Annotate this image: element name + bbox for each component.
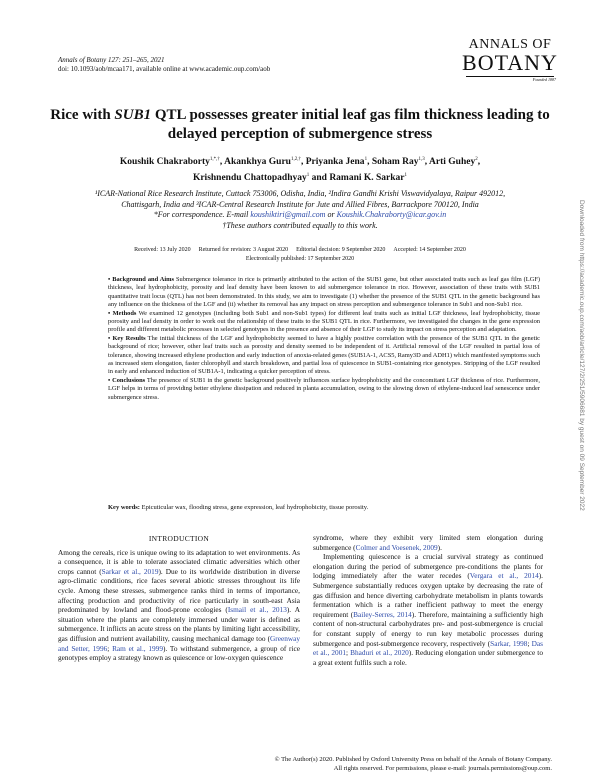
citation-link[interactable]: Bhaduri et al., 2020 — [350, 648, 409, 658]
abstract — [108, 276, 540, 402]
body-text: ). A situation where the plants are completely immersed under water is defined as submergence. It inflicts an acute stress on the plants by limiting light accessibility, gas diffusion and nutrient availability, causing mechanical damage too ( — [58, 605, 300, 643]
author-separator: , — [424, 157, 430, 168]
author-name[interactable]: Priyanka Jena — [305, 157, 365, 168]
author-name[interactable]: Ramani K. Sarkar — [329, 173, 405, 184]
body-text: ). Reducing elongation under submergence to a great extent fulfils such a role. — [313, 648, 543, 667]
title-prefix: Rice with — [50, 107, 115, 123]
affiliation-line: Chattisgarh, India and ³ICAR-Central Research Institute for Jute and Allied Fibres, Barrackpore 700120, India — [121, 199, 479, 209]
email-link[interactable]: koushiktiri@gmail.com — [250, 210, 326, 219]
citation-link[interactable]: Ram et al., 1999 — [112, 643, 163, 653]
body-text: ). — [437, 542, 442, 552]
abstract-paragraph — [108, 377, 540, 402]
body-text: ). Due to its worldwide distribution in diverse agro-climatic conditions, rice faces several abiotic stresses throughout its life cycle. Among these stresses, submergence ranks third in terms of importance, affecting production and productivity of rice particularly in south-east Asia predominated by lowland and flood-prone ecologies ( — [58, 566, 300, 615]
doi-line: doi: 10.1093/aob/mcaa171, available online at www.academic.oup.com/aob — [58, 65, 271, 73]
author-separator: , — [219, 157, 225, 168]
logo-line-1: ANNALS OF — [468, 37, 552, 52]
citation-link[interactable]: Bailey-Serres, 2014 — [353, 609, 412, 619]
body-paragraph — [313, 533, 543, 552]
citation-link[interactable]: Ismail et al., 2013 — [227, 605, 287, 615]
abstract-heading: • Background and Aims — [108, 276, 174, 283]
citation-link[interactable]: Greenway and Setter, 1996 — [58, 633, 300, 653]
citation-link[interactable]: Vergara et al., 2014 — [469, 571, 539, 581]
correspondence-label: *For correspondence. E-mail — [153, 210, 251, 219]
introduction-heading: INTRODUCTION — [148, 534, 210, 543]
abstract-text: The presence of SUB1 in the genetic background positively influences surface hydrophobicity and the concomitant LGF thickness of rice. Furthermore, LGF helps in terms of providing better ethylene dissipation and reduced in planta accumulation, owing to the slowing down of ethylene-induced leaf senescence under submergence stress. — [108, 377, 540, 401]
copyright-line: © The Author(s) 2020. Published by Oxford University Press on behalf of the Annals of Botany Company. — [274, 756, 552, 763]
published-date: Electronically published: 17 September 2020 — [245, 256, 355, 262]
abstract-heading: • Key Results — [108, 335, 146, 343]
body-text: Implementing quiescence is a crucial survival strategy as continued elongation during the period of submergence pre-conditions the plants for lodging immediately after the water recedes ( — [313, 552, 543, 581]
download-watermark-text: Downloaded from https://academic.oup.com/aob/article/127/2/251/5906681 by guest on 09 September 2022 — [578, 200, 585, 511]
equal-contribution-note: †These authors contributed equally to this work. — [222, 220, 378, 230]
abstract-text: We examined 12 genotypes (including both Sub1 and non-Sub1 types) for different leaf traits such as initial LGF thickness, leaf hydrophobicity, tissue porosity and leaf density in order to work out the relationship of these traits to the SUB1 QTL in rice. Furthermore, we investigated the changes in the gene expression profile and different metabolic processes in selected genotypes in the presence and absence of their LGF to study its impact on stress perception and adaptation. — [108, 309, 540, 334]
author-separator: , — [367, 157, 372, 168]
abstract-text: Submergence tolerance in rice is primarily attributed to the action of the SUB1 gene, but other associated traits such as leaf gas film (LGF) thickness, leaf hydrophobicity, porosity and leaf density have been known to aid submergence tolerance in rice. However, association of these traits with SUB1 quantitative trait locus (QTL) has not been demonstrated. In this study, we aim to investigate (1) whether the presence of the SUB1 QTL in the genetic background has any influence on the thickness of the LGF and (ii) whether its removal has any impact on stress perception and submergence tolerance in Sub1 and non-Sub1 rice. — [108, 276, 540, 308]
title-gene: SUB1 — [114, 107, 152, 123]
body-text: ; — [527, 638, 532, 648]
affiliation-line: ¹ICAR-National Rice Research Institute, Cuttack 753006, Odisha, India, ²Indira Gandhi Krishi Viswavidyalaya, Raipur 492012, — [94, 189, 506, 198]
keywords — [108, 503, 540, 512]
keywords-text: Epicuticular wax, flooding stress, gene expression, leaf hydrophobicity, tissue porosity. — [139, 504, 369, 511]
permissions-line: All rights reserved. For permissions, please e-mail: journals.permissions@oup.com. — [333, 764, 552, 772]
abstract-heading: • Methods — [108, 309, 137, 317]
author-list — [40, 153, 560, 185]
body-text: ). Therefore, maintaining a sufficiently high content of non-structural carbohydrates pre- and post-submergence is crucial for constant supply of energy to run key metabolic processes during submergence and post-submergence recovery, respectively ( — [313, 609, 543, 648]
body-paragraph — [58, 548, 300, 663]
citation-link[interactable]: Das et al., 2001 — [313, 638, 544, 658]
author-separator: and — [309, 173, 330, 184]
decision-date: Editorial decision: 9 September 2020 — [296, 247, 386, 253]
author-affiliation-marker: 1 — [404, 173, 408, 179]
affiliations — [40, 189, 560, 231]
author-affiliation-marker: 1 — [306, 173, 310, 179]
author-name[interactable]: Arti Guhey — [429, 157, 476, 168]
author-affiliation-marker: 2 — [475, 157, 478, 162]
returned-date: Returned for revision: 3 August 2020 — [198, 247, 289, 253]
author-affiliation-marker: 1,*,† — [209, 157, 220, 162]
abstract-heading: • Conclusions — [108, 377, 146, 385]
body-text: ). Submergence substantially reduces oxygen uptake by decreasing the rate of gas diffusion and hence diverting carbohydrate metabolism in plants towards fermentation which is a rather inefficient pathway to meet the energy requirement ( — [313, 571, 543, 619]
logo-line-2: BOTANY — [462, 50, 558, 75]
title-suffix: QTL possesses greater initial leaf gas film thickness leading to delayed perception of submergence stress — [151, 107, 550, 142]
body-column-right — [313, 533, 543, 667]
body-text: ). To withstand submergence, a group of rice genotypes employ a strategy known as quiescence or low-oxygen quiescence — [58, 643, 300, 663]
correspondence-line — [40, 210, 560, 221]
abstract-paragraph — [108, 276, 540, 309]
abstract-paragraph — [108, 335, 540, 376]
email-link[interactable]: Koushik.Chakraborty@icar.gov.in — [336, 210, 447, 219]
citation-link[interactable]: Colmer and Voesenek, 2009 — [355, 542, 438, 552]
citation-link[interactable]: Sarkar, 1998 — [490, 638, 528, 648]
logo-tagline: Founded 1887 — [532, 77, 556, 82]
body-text: ; — [107, 643, 113, 653]
author-separator: , — [300, 157, 306, 168]
abstract-paragraph — [108, 310, 540, 335]
author-name[interactable]: Koushik Chakraborty — [119, 157, 210, 168]
article-title — [40, 106, 560, 144]
body-text: ; — [346, 648, 351, 658]
author-affiliation-marker: 1,2,† — [290, 157, 301, 162]
abstract-text: The initial thickness of the LGF and hydrophobicity seemed to have a highly positive correlation with the presence of the SUB1 QTL in the genetic background of rice; however, other leaf traits such as porosity and density seemed to be independent of it. Artificial removal of the LGF resulted in partial loss of tolerance, showing increased ethylene production and early induction of anoxia-related genes (SUB1A-1, ACS5, Ramy3D and ADH1) which manifested symptoms such as increased stem elongation, faster chlorophyll and starch breakdown, and partial loss of quiescence in SUB1-containing rice genotypes. Stripping of the LGF resulted in early and enhanced induction of SUB1A-1, indicating a quicker perception of stress. — [108, 335, 540, 376]
article-dates — [40, 246, 560, 264]
body-text: Among the cereals, rice is unique owing to its adaptation to wet environments. As a consequence, it is able to tolerate associated climatic adversities which other crops cannot ( — [58, 547, 300, 576]
copyright-footer — [210, 756, 552, 773]
journal-issue-line: Annals of Botany 127: 251–265, 2021 — [58, 56, 165, 64]
journal-citation — [58, 56, 270, 74]
or-text: or — [325, 210, 337, 219]
author-affiliation-marker: 1,3 — [418, 157, 425, 162]
author-affiliation-marker: 1 — [364, 157, 368, 162]
body-column-left — [58, 533, 300, 663]
keywords-label: Key words: — [108, 504, 140, 511]
received-date: Received: 13 July 2020 — [134, 247, 191, 253]
accepted-date: Accepted: 14 September 2020 — [393, 247, 466, 253]
citation-link[interactable]: Sarkar et al., 2019 — [101, 566, 159, 576]
body-paragraph — [313, 552, 543, 667]
author-name[interactable]: Soham Ray — [371, 157, 419, 168]
author-name[interactable]: Krishnendu Chattopadhyay — [192, 173, 307, 184]
download-watermark — [577, 200, 587, 620]
author-separator: , — [477, 157, 481, 168]
author-name[interactable]: Akankhya Guru — [224, 157, 291, 168]
body-text: syndrome, where they exhibit very limited stem elongation during submergence ( — [313, 533, 543, 552]
annals-of-botany-logo — [462, 38, 558, 84]
